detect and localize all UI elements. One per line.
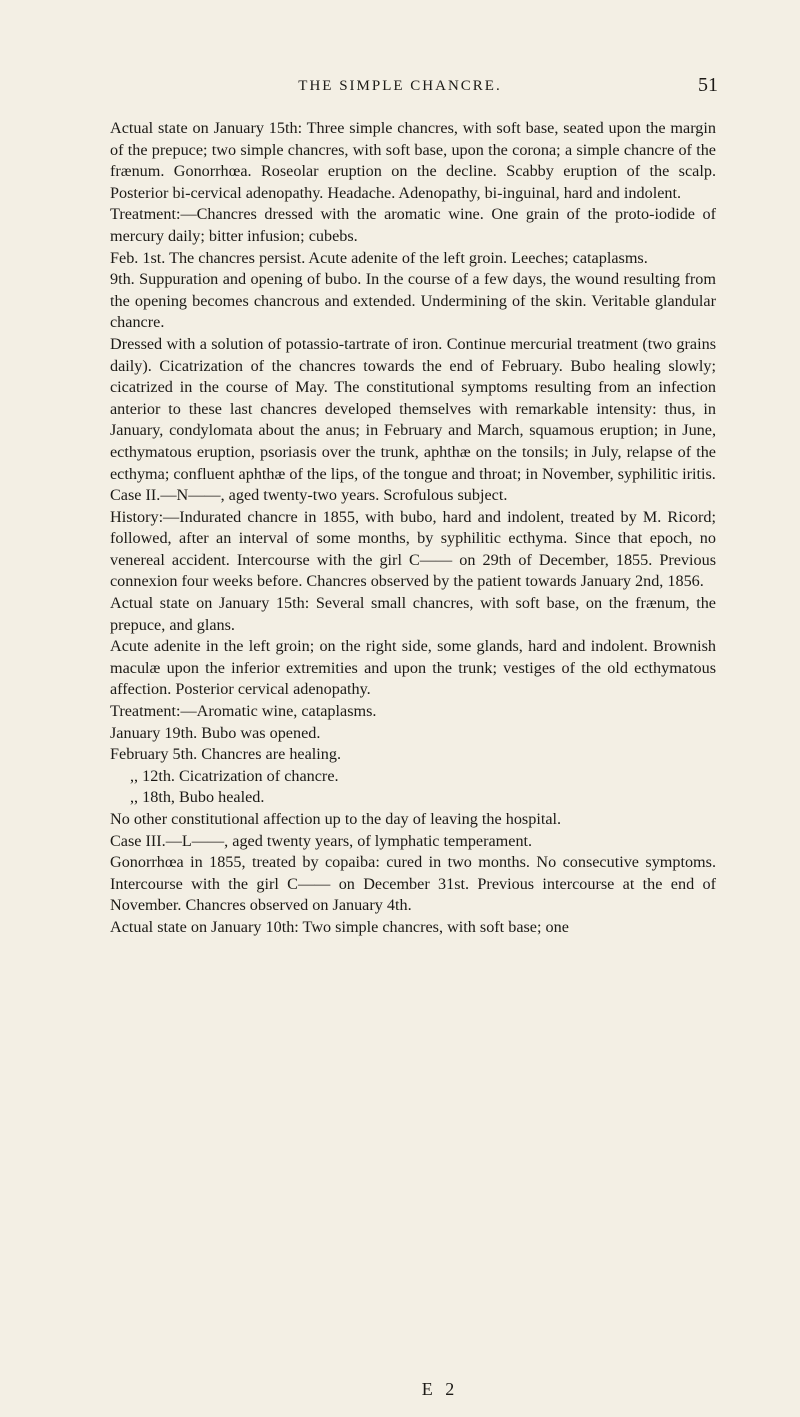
signature-mark: E 2	[421, 1379, 459, 1399]
paragraph: Gonorrhœa in 1855, treated by copaiba: cured in two months. No consecutive symptoms. Intercourse with the girl C—— on December 31st. Previous intercourse at the end of November. Chancres observed on January 4th.	[110, 853, 716, 915]
paragraph: Feb. 1st. The chancres persist. Acute adenite of the left groin. Leeches; cataplasms.	[110, 248, 648, 267]
paragraph: Treatment:—Chancres dressed with the aromatic wine. One grain of the proto-iodide of mercury daily; bitter infusion; cubebs.	[110, 205, 716, 245]
paragraph: Actual state on January 15th: Several small chancres, with soft base, on the frænum, the prepuce, and glans.	[110, 594, 716, 634]
paragraph: Acute adenite in the left groin; on the right side, some glands, hard and indolent. Brownish maculæ upon the inferior extremities and upon the trunk; vestiges of the old ecthymatous affection. Posterior cervical adenopathy.	[110, 637, 716, 699]
paragraph: Treatment:—Aromatic wine, cataplasms.	[110, 702, 377, 721]
running-head	[0, 74, 800, 104]
paragraph: ,, 12th. Cicatrization of chancre.	[130, 766, 339, 785]
page-number: 51	[698, 74, 718, 96]
paragraph: February 5th. Chancres are healing.	[110, 745, 342, 764]
paragraph: No other constitutional affection up to the day of leaving the hospital.	[110, 810, 562, 828]
running-title: THE SIMPLE CHANCRE.	[298, 78, 502, 94]
body-text	[110, 118, 716, 939]
paragraph: Case III.—L——, aged twenty years, of lymphatic temperament.	[110, 831, 533, 850]
paragraph: History:—Indurated chancre in 1855, with bubo, hard and indolent, treated by M. Ricord; followed, after an interval of some months, by syphilitic ecthyma. Since that epoch, no venereal accident. Intercourse with the girl C—— on 29th of December, 1855. Previous connexion four weeks before. Chancres observed by the patient towards January 2nd, 1856.	[110, 507, 716, 591]
paragraph: Actual state on January 15th: Three simple chancres, with soft base, seated upon the margin of the prepuce; two simple chancres, with soft base, upon the corona; a simple chancre of the frænum. Gonorrhœa. Roseolar eruption on the decline. Scabby eruption of the scalp. Posterior bi-cervical adenopathy. Headache. Adenopathy, bi-inguinal, hard and indolent.	[110, 119, 716, 202]
paragraph: Dressed with a solution of potassio-tartrate of iron. Continue mercurial treatment (two grains daily). Cicatrization of the chancres towards the end of February. Bubo healing slowly; cicatrized in the course of May. The constitutional symptoms resulting from an infection anterior to these last chancres developed themselves with remarkable intensity: thus, in January, condylomata about the anus; in February and March, squamous eruption; in June, ecthymatous eruption, psoriasis over the trunk, aphthæ on the tonsils; in July, relapse of the ecthyma; confluent aphthæ of the lips, of the tongue and throat; in November, syphilitic iritis.	[110, 334, 716, 483]
paragraph: ,, 18th, Bubo healed.	[130, 788, 265, 807]
paragraph: Case II.—N——, aged twenty-two years. Scrofulous subject.	[110, 486, 508, 505]
paragraph: Actual state on January 10th: Two simple chancres, with soft base; one	[110, 917, 569, 936]
paragraph: 9th. Suppuration and opening of bubo. In the course of a few days, the wound resulting from the opening becomes chancrous and extended. Undermining of the skin. Veritable glandular chancre.	[110, 270, 716, 332]
paragraph: January 19th. Bubo was opened.	[110, 723, 321, 742]
